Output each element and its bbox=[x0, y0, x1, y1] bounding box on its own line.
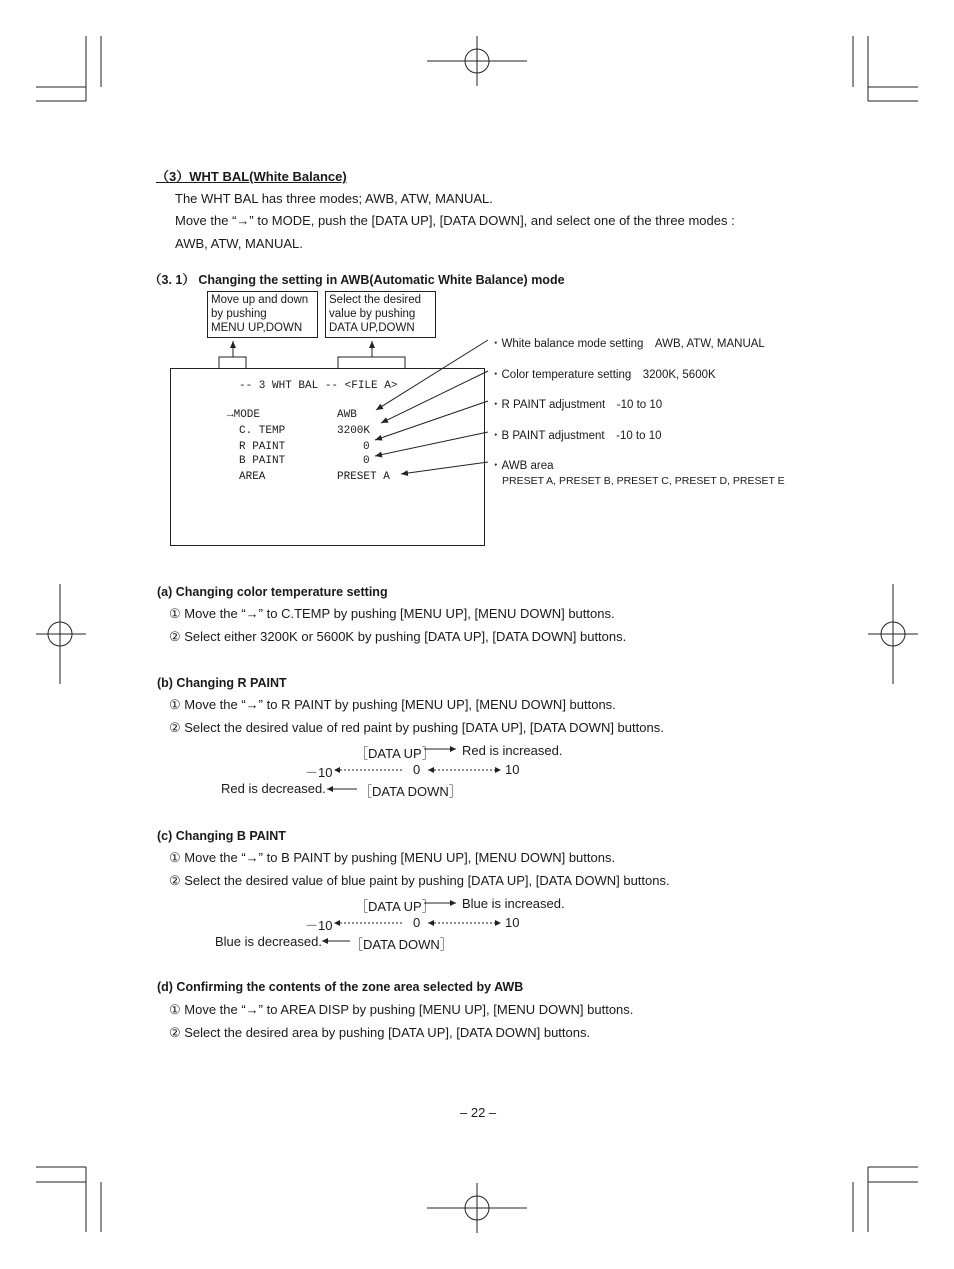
menu-label-area: AREA bbox=[239, 471, 266, 483]
step-a-1: ① Move the “→” to C.TEMP by pushing [MENU UP], [MENU DOWN] buttons. bbox=[169, 606, 615, 621]
callout-area: ・AWB area bbox=[490, 460, 554, 472]
page-number: – 22 – bbox=[460, 1105, 497, 1120]
note-menu-line: by pushing bbox=[211, 308, 267, 320]
step-a-title: (a) Changing color temperature setting bbox=[157, 585, 388, 599]
note-data-line: value by pushing bbox=[329, 308, 416, 320]
area-presets: PRESET A, PRESET B, PRESET C, PRESET D, PRESET E bbox=[502, 475, 785, 487]
step-b-2: ② Select the desired value of red paint by pushing [DATA UP], [DATA DOWN] buttons. bbox=[169, 720, 664, 735]
intro-line-2: Move the “→” to MODE, push the [DATA UP], [DATA DOWN], and select one of the three modes : bbox=[175, 213, 735, 228]
step-a-2: ② Select either 3200K or 5600K by pushing [DATA UP], [DATA DOWN] buttons. bbox=[169, 629, 627, 644]
step-d-title: (d) Confirming the contents of the zone area selected by AWB bbox=[157, 980, 524, 994]
menu-label-mode: →MODE bbox=[227, 409, 261, 421]
callout-rpaint: ・R PAINT adjustment -10 to 10 bbox=[490, 399, 663, 411]
b-increase-text: Blue is increased. bbox=[462, 896, 565, 911]
r-scale-min: －10 bbox=[305, 765, 333, 780]
menu-value-rpaint: 0 bbox=[363, 441, 370, 453]
b-data-up-label: ［DATA UP］ bbox=[355, 899, 435, 914]
step-d-2: ② Select the desired area by pushing [DATA UP], [DATA DOWN] buttons. bbox=[169, 1025, 591, 1040]
r-decrease-text: Red is decreased. bbox=[221, 781, 326, 796]
callout-mode: ・White balance mode setting AWB, ATW, MANUAL bbox=[490, 338, 765, 350]
r-scale-mid: 0 bbox=[413, 762, 421, 777]
intro-line-3: AWB, ATW, MANUAL. bbox=[175, 236, 303, 251]
b-scale-max: 10 bbox=[505, 915, 520, 930]
note-menu-line: Move up and down bbox=[211, 294, 309, 306]
b-data-down-label: ［DATA DOWN］ bbox=[350, 937, 453, 952]
b-decrease-text: Blue is decreased. bbox=[215, 934, 322, 949]
section-title: （3）WHT BAL(White Balance) bbox=[156, 169, 347, 184]
menu-value-mode: AWB bbox=[337, 409, 357, 421]
b-scale-min: －10 bbox=[305, 918, 333, 933]
menu-value-bpaint: 0 bbox=[363, 455, 370, 467]
step-c-title: (c) Changing B PAINT bbox=[157, 829, 286, 843]
subsection-title: （3. 1） Changing the setting in AWB(Automatic White Balance) mode bbox=[149, 273, 565, 287]
menu-value-area: PRESET A bbox=[337, 471, 390, 483]
step-c-1: ① Move the “→” to B PAINT by pushing [MENU UP], [MENU DOWN] buttons. bbox=[169, 850, 616, 865]
r-scale-max: 10 bbox=[505, 762, 520, 777]
step-b-1: ① Move the “→” to R PAINT by pushing [MENU UP], [MENU DOWN] buttons. bbox=[169, 697, 616, 712]
note-data-line: DATA UP,DOWN bbox=[329, 322, 415, 334]
menu-label-rpaint: R PAINT bbox=[239, 441, 286, 453]
screen-header: -- 3 WHT BAL -- <FILE A> bbox=[239, 380, 398, 392]
callout-ctemp: ・Color temperature setting 3200K, 5600K bbox=[490, 369, 716, 381]
r-increase-text: Red is increased. bbox=[462, 743, 563, 758]
step-d-1: ① Move the “→” to AREA DISP by pushing [MENU UP], [MENU DOWN] buttons. bbox=[169, 1002, 634, 1017]
menu-label-ctemp: C. TEMP bbox=[239, 425, 286, 437]
callout-bpaint: ・B PAINT adjustment -10 to 10 bbox=[490, 430, 662, 442]
r-data-down-label: ［DATA DOWN］ bbox=[359, 784, 462, 799]
menu-label-bpaint: B PAINT bbox=[239, 455, 286, 467]
intro-line-1: The WHT BAL has three modes; AWB, ATW, MANUAL. bbox=[175, 191, 493, 206]
b-scale-mid: 0 bbox=[413, 915, 421, 930]
r-data-up-label: ［DATA UP］ bbox=[355, 746, 435, 761]
step-b-title: (b) Changing R PAINT bbox=[157, 676, 287, 690]
step-c-2: ② Select the desired value of blue paint by pushing [DATA UP], [DATA DOWN] buttons. bbox=[169, 873, 670, 888]
note-data-line: Select the desired bbox=[329, 294, 422, 306]
note-menu-line: MENU UP,DOWN bbox=[211, 322, 303, 334]
menu-value-ctemp: 3200K bbox=[337, 425, 371, 437]
